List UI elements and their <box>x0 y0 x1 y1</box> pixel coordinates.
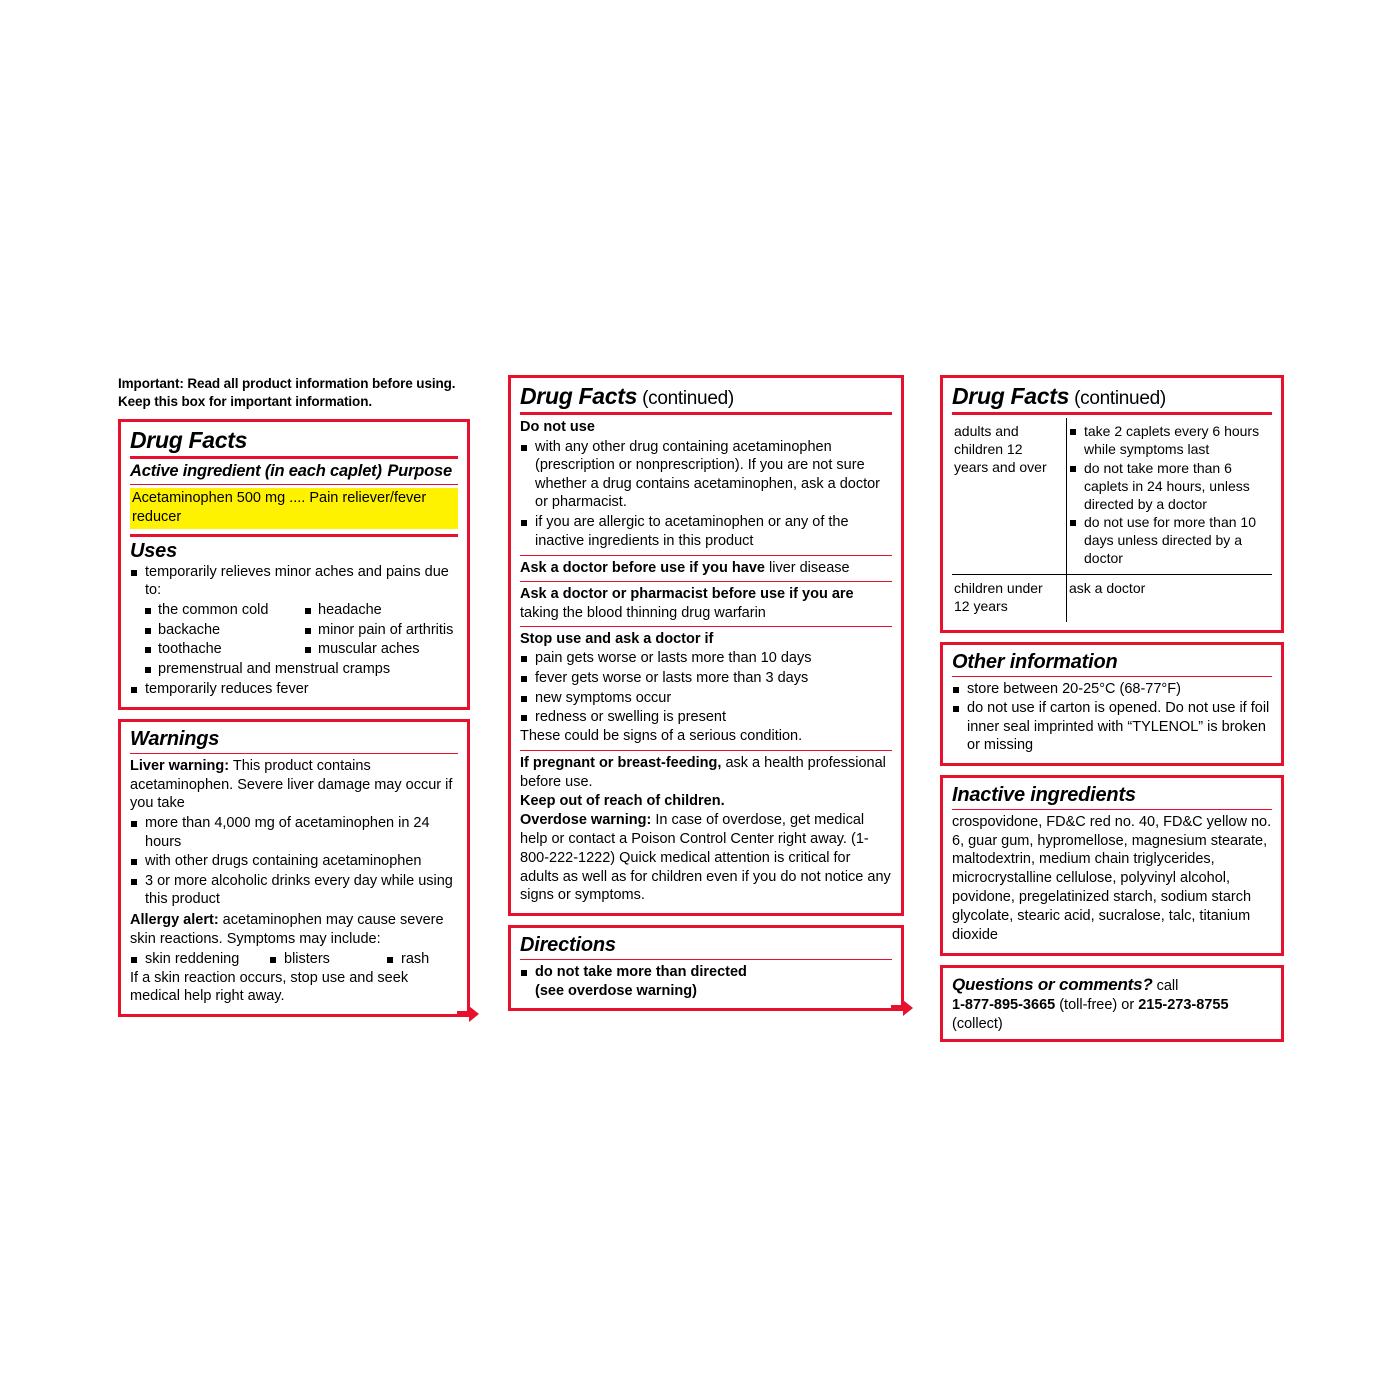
uses-item: backache <box>130 621 290 640</box>
other-information-title: Other information <box>952 650 1118 673</box>
questions-call: call <box>1152 977 1179 994</box>
uses-item: headache <box>290 601 458 620</box>
panel-questions <box>940 965 1284 1043</box>
list-item: with other drugs containing acetaminophen <box>130 852 458 871</box>
pregnancy-warning <box>520 754 892 792</box>
preamble-line-2: Keep this box for important information. <box>118 394 373 410</box>
list-item: rash <box>386 950 429 969</box>
divider <box>520 959 892 960</box>
allergy-footer: If a skin reaction occurs, stop use and seek medical help right away. <box>130 969 409 1005</box>
list-item: store between 20-25°C (68-77°F) <box>952 680 1272 699</box>
list-item: skin reddening <box>130 950 269 969</box>
uses-lead: temporarily relieves minor aches and pains due to: <box>130 563 458 600</box>
uses-grid <box>130 600 458 679</box>
stop-use-title: Stop use and ask a doctor if <box>520 630 714 647</box>
keep-out-of-reach: Keep out of reach of children. <box>520 793 725 810</box>
drug-facts-title: Drug Facts <box>130 427 248 454</box>
other-information-list <box>952 680 1272 755</box>
list-item: more than 4,000 mg of acetaminophen in 24 hours <box>130 814 458 851</box>
divider <box>130 534 458 537</box>
table-row <box>952 418 1272 575</box>
ask-pharmacist <box>520 585 892 623</box>
panel-drug-facts-continued-2 <box>940 375 1284 633</box>
panel-directions <box>508 925 904 1011</box>
allergy-alert-text: acetaminophen may cause severe skin reactions. Symptoms may include: <box>130 911 444 947</box>
continued-label: (continued) <box>1069 388 1166 409</box>
preamble-line-1: Important: Read all product information before using. <box>118 376 456 391</box>
divider <box>952 809 1272 810</box>
uses-item: muscular aches <box>290 640 458 659</box>
phone-collect-note: (collect) <box>952 1015 1003 1032</box>
divider <box>130 456 458 459</box>
phone-collect[interactable]: 215-273-8755 <box>1138 996 1229 1013</box>
list-item: new symptoms occur <box>520 689 892 708</box>
inactive-ingredients-text: crospovidone, FD&C red no. 40, FD&C yellow no. 6, guar gum, hypromellose, magnesium stearate, maltodextrin, medium chain triglycerides, microcrystalline cellulose, polyvinyl alcohol, povidone, pregelatinized starch, sodium starch glycolate, stearic acid, sucralose, talc, titanium dioxide <box>952 813 1272 943</box>
list-item: fever gets worse or lasts more than 3 days <box>520 669 892 688</box>
uses-title: Uses <box>130 539 178 562</box>
pregnancy-warning-text: ask a health professional before use. <box>520 755 886 791</box>
phone-toll-free-note: (toll-free) or <box>1055 996 1139 1013</box>
directions-line-1: do not take more than directed <box>535 964 747 981</box>
liver-warning <box>130 757 458 814</box>
list-item: take 2 caplets every 6 hours while symptoms last <box>1069 423 1266 459</box>
list-item: blisters <box>269 950 386 969</box>
panel-drug-facts-main <box>118 419 470 709</box>
drug-facts-title-continued <box>520 384 892 409</box>
uses-last-list <box>130 680 458 699</box>
allergy-alert-label: Allergy alert: <box>130 911 219 928</box>
active-ingredient-header <box>130 462 458 481</box>
drug-facts-title-continued <box>952 384 1272 409</box>
phone-toll-free[interactable]: 1-877-895-3665 <box>952 996 1056 1013</box>
ask-doctor <box>520 559 892 578</box>
uses-item: minor pain of arthritis <box>290 621 458 640</box>
warnings-title: Warnings <box>130 727 220 750</box>
list-item: if you are allergic to acetaminophen or any of the inactive ingredients in this product <box>520 513 892 550</box>
list-item: pain gets worse or lasts more than 10 days <box>520 649 892 668</box>
divider <box>952 676 1272 677</box>
active-ingredient-row: Acetaminophen 500 mg .... Pain reliever/fever reducer <box>130 488 458 529</box>
uses-item: premenstrual and menstrual cramps <box>130 660 458 679</box>
drug-facts-title-text: Drug Facts <box>520 383 638 409</box>
directions-list <box>520 963 892 1000</box>
list-item <box>520 963 892 1000</box>
directions-line-2: (see overdose warning) <box>535 982 697 999</box>
panel-warnings <box>118 719 470 1017</box>
purpose-label: Purpose <box>387 461 452 480</box>
list-item: do not use for more than 10 days unless directed by a doctor <box>1069 514 1266 568</box>
column-two <box>508 375 904 1020</box>
dosage-list <box>1069 423 1266 568</box>
divider <box>952 412 1272 415</box>
column-one <box>118 375 470 1026</box>
panel-inactive-ingredients <box>940 775 1284 956</box>
ask-doctor-label: Ask a doctor before use if you have <box>520 560 765 577</box>
active-ingredient-label: Active ingredient (in each caplet) <box>130 461 382 480</box>
divider <box>520 581 892 582</box>
divider <box>520 412 892 415</box>
stop-use-list <box>520 649 892 726</box>
preamble <box>118 375 470 411</box>
divider <box>520 555 892 556</box>
list-item: redness or swelling is present <box>520 708 892 727</box>
do-not-use-title: Do not use <box>520 418 595 435</box>
do-not-use-list <box>520 438 892 550</box>
column-three <box>940 375 1284 1051</box>
list-item: do not take more than 6 caplets in 24 hours, unless directed by a doctor <box>1069 460 1266 514</box>
divider <box>130 753 458 754</box>
liver-warning-label: Liver warning: <box>130 757 230 774</box>
overdose-warning <box>520 811 892 905</box>
drug-facts-title-text: Drug Facts <box>952 383 1070 409</box>
stop-use-footer: These could be signs of a serious condition. <box>520 727 803 744</box>
age-group: adults and children 12 years and over <box>952 418 1067 575</box>
liver-warning-list <box>130 814 458 909</box>
panel-drug-facts-continued-1 <box>508 375 904 916</box>
uses-item: the common cold <box>130 601 290 620</box>
liver-warning-text: This product contains acetaminophen. Severe liver damage may occur if you take <box>130 757 453 812</box>
ask-pharmacist-text: taking the blood thinning drug warfarin <box>520 604 766 621</box>
directions-title: Directions <box>520 934 616 957</box>
inactive-ingredients-title: Inactive ingredients <box>952 783 1136 806</box>
dosage-instructions <box>1067 418 1273 575</box>
ask-pharmacist-label: Ask a doctor or pharmacist before use if you are <box>520 585 854 602</box>
age-group: children under 12 years <box>952 575 1067 622</box>
divider <box>130 484 458 485</box>
panel-other-information <box>940 642 1284 766</box>
uses-lead-list <box>130 563 458 600</box>
dosage-table <box>952 418 1272 622</box>
divider <box>520 626 892 627</box>
uses-item: toothache <box>130 640 290 659</box>
overdose-warning-label: Overdose warning: <box>520 812 652 828</box>
allergy-alert <box>130 911 458 949</box>
list-item: do not use if carton is opened. Do not use if foil inner seal imprinted with “TYLENOL” is broken or missing <box>952 699 1272 755</box>
ask-doctor-text: liver disease <box>764 560 850 577</box>
pregnancy-warning-label: If pregnant or breast-feeding, <box>520 755 722 772</box>
list-item: with any other drug containing acetaminophen (prescription or nonprescription). If you are not sure whether a drug contains acetaminophen, ask a doctor or pharmacist. <box>520 438 892 512</box>
continued-label: (continued) <box>637 388 734 409</box>
uses-item: temporarily reduces fever <box>130 680 458 699</box>
list-item: 3 or more alcoholic drinks every day while using this product <box>130 872 458 909</box>
divider <box>520 750 892 751</box>
table-row <box>952 575 1272 622</box>
allergy-symptoms <box>130 950 458 969</box>
questions-block <box>952 974 1272 1034</box>
questions-label: Questions or comments? <box>952 974 1153 994</box>
dosage-instructions: ask a doctor <box>1067 575 1273 622</box>
overdose-warning-text: In case of overdose, get medical help or contact a Poison Control Center right away. (1-800-222-1222) Quick medical attention is critical for adults as well as for children even if you do not notice any signs or symptoms. <box>520 812 891 904</box>
